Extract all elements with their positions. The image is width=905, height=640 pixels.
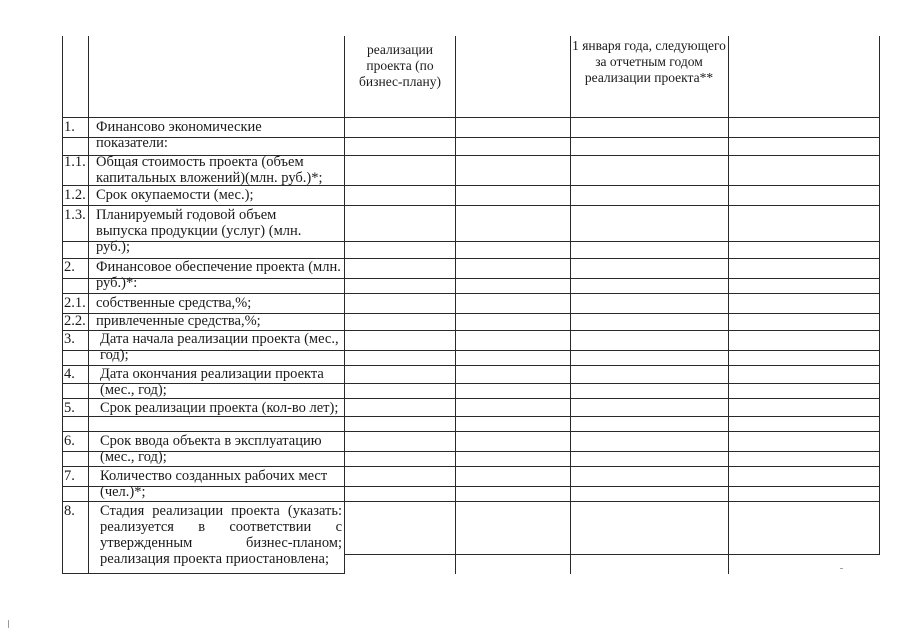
row-number: 1.1. (64, 154, 86, 170)
row-label: привлеченные средства,%; (96, 313, 261, 329)
row-label: Дата начала реализации проекта (мес., год); (100, 331, 339, 363)
header-cell-actual-by-january: 1 января года, следующего за отчетным годом реализации проекта** (572, 38, 726, 85)
row-label: Планируемый годовой объем выпуска продукции (услуг) (млн. руб.); (96, 207, 302, 255)
row-rule (62, 398, 880, 399)
row-number: 4. (64, 366, 75, 382)
row-label: Финансовое обеспечение проекта (млн. руб.)*: (96, 259, 341, 291)
row-number: 2. (64, 259, 75, 275)
row-label: Срок реализации проекта (кол-во лет); (100, 400, 339, 416)
row-label: Общая стоимость проекта (объем капитальных вложений)(млн. руб.)*; (96, 154, 323, 186)
row-label: Финансово экономические показатели: (96, 119, 262, 151)
table-border-right (879, 36, 880, 554)
header-cell-planned: реализации проекта (по бизнес-плану) (359, 42, 441, 89)
row-rule (62, 293, 880, 294)
row-number: 8. (64, 503, 75, 519)
scan-speck (8, 620, 9, 628)
row-number: 3. (64, 331, 75, 347)
row-rule (62, 205, 880, 206)
row-number: 7. (64, 468, 75, 484)
row-rule (62, 416, 880, 417)
row-number: 1.2. (64, 187, 86, 203)
table-bottom-rule (62, 573, 345, 574)
row-number: 2.2. (64, 313, 86, 329)
row-number: 2.1. (64, 295, 86, 311)
row-label: Стадия реализации проекта (указать: реализуется в соответствии с утвержденным бизнес-планом; реализация проекта приостановлена; (100, 503, 342, 567)
row-label: собственные средства,%; (96, 295, 252, 311)
row-number: 6. (64, 433, 75, 449)
row-label: Срок окупаемости (мес.); (96, 187, 254, 203)
row-rule (62, 431, 880, 432)
row-rule (62, 501, 880, 502)
header-bottom-rule (62, 117, 880, 118)
table-bottom-rule (344, 554, 880, 555)
scan-speck (840, 568, 843, 569)
row-number: 1.3. (64, 207, 86, 223)
row-label: Срок ввода объекта в эксплуатацию (мес., год); (100, 433, 322, 465)
row-number: 1. (64, 119, 75, 135)
row-number: 5. (64, 400, 75, 416)
row-label: Дата окончания реализации проекта (мес., год); (100, 366, 324, 398)
row-rule (62, 466, 880, 467)
row-label: Количество созданных рабочих мест (чел.)*; (100, 468, 328, 500)
